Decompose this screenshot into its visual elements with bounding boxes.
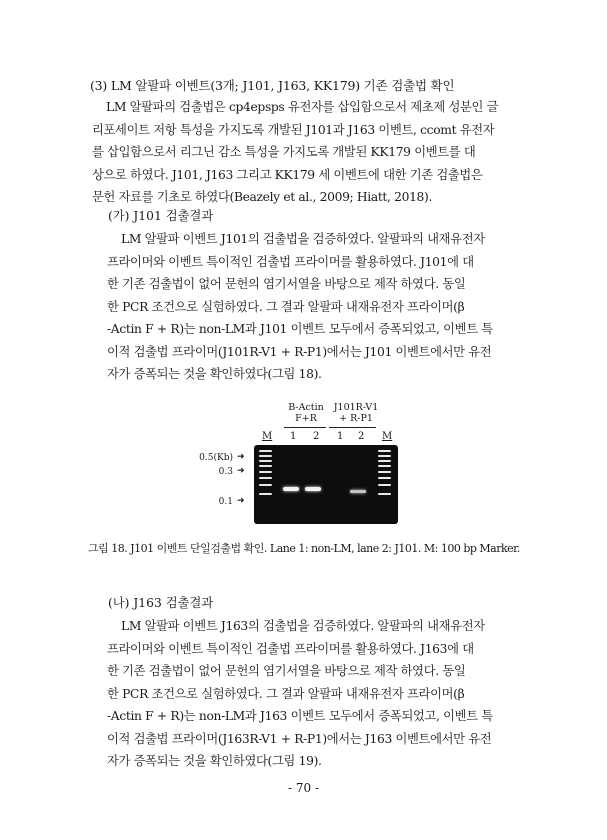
marker-band	[378, 455, 391, 457]
intro-paragraph	[92, 96, 520, 209]
paragraph-line: 프라이머와 이벤트 특이적인 검출법 프라이머를 활용하였다. J101에 대	[107, 254, 474, 269]
marker-band	[378, 493, 391, 495]
paragraph-line: 이적 검출법 프라이머(J101R-V1 + R-P1)에서는 J101 이벤트에서만 유전	[107, 344, 492, 359]
paragraph-line: LM 알팔파의 검출법은 cp4epsps 유전자를 삽입함으로서 제초제 성분인 글	[106, 100, 499, 114]
paragraph-line: 한 기존 검출법이 없어 문헌의 염기서열을 바탕으로 제작 하였다. 동일	[107, 664, 466, 678]
primer-label-line: F+R	[295, 413, 317, 424]
marker-band	[259, 493, 272, 495]
paragraph-line: 문헌 자료를 기초로 하였다(Beazely et al., 2009; Hiatt, 2018).	[92, 190, 433, 204]
marker-band	[378, 460, 391, 462]
marker-band	[259, 450, 272, 452]
subsection-a-paragraph	[107, 228, 526, 386]
paragraph-line: 리포세이트 저항 특성을 가지도록 개발된 J101과 J163 이벤트, ccomt 유전자	[92, 122, 495, 137]
paragraph-line: -Actin F + R)는 non-LM과 J101 이벤트 모두에서 증폭되었고, 이벤트 특	[107, 322, 493, 336]
marker-band	[259, 460, 272, 462]
paragraph-line: LM 알팔파 이벤트 J163의 검출법을 검증하였다. 알팔파의 내재유전자	[121, 619, 485, 633]
lane-label: 2	[358, 431, 365, 442]
lane-label: M	[262, 431, 273, 442]
pcr-band	[350, 490, 366, 493]
marker-band	[378, 477, 391, 479]
gel-image	[254, 445, 398, 524]
marker-band	[259, 455, 272, 457]
paragraph-line: LM 알팔파 이벤트 J101의 검출법을 검증하였다. 알팔파의 내재유전자	[121, 232, 485, 246]
paragraph-line: 한 PCR 조건으로 실험하였다. 그 결과 알팔파 내재유전자 프라이머(β	[107, 686, 465, 701]
paragraph-line: -Actin F + R)는 non-LM과 J163 이벤트 모두에서 증폭되었고, 이벤트 특	[107, 709, 493, 723]
paragraph-line: 자가 증폭되는 것을 확인하였다(그림 18).	[107, 367, 322, 381]
lane-label: M	[382, 431, 393, 442]
paragraph-line: 한 기존 검출법이 없어 문헌의 염기서열을 바탕으로 제작 하였다. 동일	[107, 277, 466, 291]
size-label: 0.5(Kb)	[199, 453, 233, 463]
subsection-b-paragraph	[107, 615, 526, 773]
subsection-b-title: (나) J163 검출결과	[108, 596, 214, 610]
primer-label-line: B-Actin	[288, 402, 324, 413]
page-number: - 70 -	[287, 781, 319, 795]
section-heading: (3) LM 알팔파 이벤트(3개; J101, J163, KK179) 기존 검출법 확인	[90, 78, 455, 93]
group-underline	[284, 427, 326, 428]
marker-band	[259, 471, 272, 473]
marker-band	[259, 484, 272, 486]
marker-band	[378, 450, 391, 452]
size-label: 0.3	[218, 467, 233, 477]
lane-label: 1	[337, 431, 344, 442]
arrow-icon: ➜	[237, 496, 245, 506]
group-underline	[329, 427, 376, 428]
lane-label: 1	[290, 431, 297, 442]
paragraph-line: 프라이머와 이벤트 특이적인 검출법 프라이머를 활용하였다. J163에 대	[107, 641, 474, 656]
paragraph-line: 자가 증폭되는 것을 확인하였다(그림 19).	[107, 754, 322, 768]
marker-band	[259, 465, 272, 467]
paragraph-line: 한 PCR 조건으로 실험하였다. 그 결과 알팔파 내재유전자 프라이머(β	[107, 299, 465, 314]
marker-band	[378, 484, 391, 486]
marker-band	[378, 471, 391, 473]
paragraph-line: 이적 검출법 프라이머(J163R-V1 + R-P1)에서는 J163 이벤트에서만 유전	[107, 731, 492, 746]
primer-label-line: J101R-V1	[333, 402, 379, 413]
paragraph-line: 상으로 하였다. J101, J163 그리고 KK179 세 이벤트에 대한 기존 검출법은	[92, 167, 483, 182]
primer-label-line: + R-P1	[339, 413, 373, 424]
subsection-a-title: (가) J101 검출결과	[108, 209, 214, 223]
pcr-band	[305, 487, 321, 491]
marker-band	[259, 477, 272, 479]
arrow-icon: ➜	[237, 452, 245, 462]
primer-group-label	[324, 402, 388, 424]
lane-label: 2	[313, 431, 320, 442]
paragraph-line: 를 삽입함으로서 리그닌 감소 특성을 가지도록 개발된 KK179 이벤트를 대	[92, 145, 476, 159]
figure-caption: 그림 18. J101 이벤트 단일검출법 확인. Lane 1: non-LM, lane 2: J101. M: 100 bp Marker.	[88, 542, 520, 555]
arrow-icon: ➜	[237, 466, 245, 476]
size-label: 0.1	[218, 497, 233, 507]
pcr-band	[283, 487, 299, 491]
marker-band	[378, 465, 391, 467]
